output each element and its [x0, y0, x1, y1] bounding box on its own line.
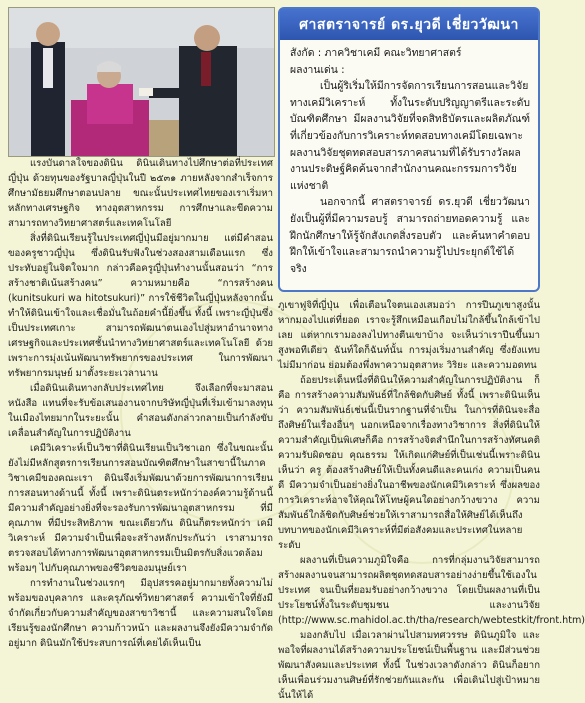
left-paragraph-2: เมื่อดินินเดินทางกลับประเทศไทย จึงเลือกที่จะมาสอนหนังสือ แทนที่จะรับข้อเสนองานจากบริษัทญี่ปุ่นที่เริ่มเข้ามาลงทุนในเมืองไทยมากในระยะนั้น คำสอนดังกล่าวกลายเป็นกำลังขับเคลื่อนสำคัญในการปฏิบัติงาน — [8, 383, 273, 439]
right-paragraph-3-text: ผลงานที่เป็นความภูมิใจคือ การที่กลุ่มงานวิจัยสามารถสร้างผลงานจนสามารถผลิตชุดทดสอบสารอย่างง่ายขึ้นใช้เองในประเทศ จนเป็นที่ยอมรับอย่างกว้างขวาง โดยเป็นผลงานที่เป็นประโยชน์ทั้งในระดับชุมชน และงานวิจัย — [278, 555, 540, 611]
ceremony-photo — [8, 7, 275, 157]
ceremony-photo-illustration — [9, 8, 274, 156]
webtestkit-link[interactable]: (http://www.sc.mahidol.ac.th/tha/research/webtestkit/front.htm) — [278, 615, 585, 626]
profile-details — [280, 40, 538, 277]
right-column — [278, 298, 585, 703]
left-paragraph-3: เคมีวิเคราะห์เป็นวิชาที่ดินินเรียนเป็นวิชาเอก ซึ่งในขณะนั้นยังไม่มีหลักสูตรการเรียนการสอนบัณฑิตศึกษาในสาขานี้ในภาควิชาเคมีของคณะเรา ดินินจึงเริ่มพัฒนาด้วยการพัฒนาการเรียนการสอนทางด้านนี้ ทั้งนี้ เพราะดินินตระหนักว่าองค์ความรู้ด้านนี้ มีความสำคัญอย่างยิ่งที่จะรองรับการพัฒนาอุตสาหกรรม ที่มีคุณภาพ ที่มีประสิทธิภาพ ขณะเดียวกัน ดินินก็ตระหนักว่า เคมีวิเคราะห์ มีความจำเป็นเพื่อจะสร้างหลักประกันว่า เราสามารถตรวจสอบได้ทางการพัฒนาอุตสาหกรรมเป็นมิตรกับสิ่งแวดล้อม พร้อมๆ ไปกับคุณภาพของชีวิตของมนุษย์เรา — [8, 443, 273, 574]
right-paragraph-4: มองกลับไป เมื่อเวลาผ่านไปสามทศวรรษ ดินินภูมิใจ และพอใจที่ผลงานได้สร้างความประโยชน์เป็นพื้นฐาน และมีส่วนช่วยพัฒนาสังคมและประเทศ ทั้งนี้ ในช่วงเวลาดังกล่าว ดินินก็อยากเห็นเพื่อนร่วมงานศิษย์ที่รักช่วยกันและกัน เพื่อเดินไปสู่เป้าหมายนั้นให้ได้ — [278, 630, 540, 701]
left-paragraph-4: การทำงานในช่วงแรกๆ มีอุปสรรคอยู่มากมายทั้งความไม่พร้อมของบุคลากร และครุภัณฑ์วิทยาศาสตร์ ความเข้าใจที่ยังมีจำกัดเกี่ยวกับความสำคัญของสาขาวิชานี้ และความสนใจโดยเรียนรู้ของนักศึกษา ความก้าวหน้า และผลงานจึงยังมีความจำกัดอยู่มาก ดินินมักใช้ประสบการณ์ที่เคยได้เห็นเป็น — [8, 578, 273, 649]
profile-info-box — [278, 7, 540, 292]
photo-caption-paragraph: แรงบันดาลใจของดินิน ดินินเดินทางไปศึกษาต่อที่ประเทศญี่ปุ่น ด้วยทุนของรัฐบาลญี่ปุ่นในปี ๒๕๓๑ ภายหลังจากสำเร็จการศึกษามัธยมศึกษาตอนปลาย ขณะนั้นประเทศไทยของเราเริ่มหาหลักทางเศรษฐกิจ ทางอุตสาหกรรม การศึกษาและขีดความสามารถทางวิทยาศาสตร์และเทคโนโลยี — [8, 158, 273, 229]
left-column — [8, 156, 273, 651]
profile-title: ศาสตราจารย์ ดร.ยุวดี เชี่ยววัฒนา — [280, 9, 538, 40]
right-paragraph-3 — [278, 553, 585, 628]
achievement-text: เป็นผู้ริเริ่มให้มีการจัดการเรียนการสอนและวิจัยทางเคมีวิเคราะห์ ทั้งในระดับปริญญาตรีและระดับบัณฑิตศึกษา มีผลงานวิจัยที่จดสิทธิบัตรและผลิตภัณฑ์ที่เกี่ยวข้องกับการวิเคราะห์ทดสอบทางเคมีโดยเฉพาะ ผลงานวิจัยชุดทดสอบสารภาคสนามที่ได้รับรางวัลผลงานประดิษฐ์คิดค้นจากสำนักงานคณะกรรมการวิจัยแห่งชาติ — [290, 80, 530, 192]
right-paragraph-2: ถ้อยประเด็นหนึ่งที่ดินินให้ความสำคัญในการปฏิบัติงาน ก็คือ การสร้างความสัมพันธ์ที่ใกล้ชิดกับศิษย์ ทั้งนี้ เพราะดินินเห็นว่า ความสัมพันธ์เช่นนี้เป็นรากฐานที่จำเป็น ในการที่ดินินจะสื่อถึงศิษย์ในเรื่องอื่นๆ นอกเหนือจากเรื่องทางวิชาการ สิ่งที่ดินินให้ความสำคัญเป็นพิเศษก็คือ การสร้างจิตสำนึกในการสร้างทัศนคติความรับผิดชอบ คุณธรรม ให้เกิดแก่ศิษย์ที่เป็นเช่นนี้เพราะดินินเห็นว่า ครู ต้องสร้างศิษย์ให้เป็นทั้งคนดีและคนเก่ง ความเป็นคนดี มีความจำเป็นอย่างยิ่งในอาชีพของนักเคมีวิเคราะห์ ซึ่งผลของการวิเคราะห์อาจให้คุณให้โทษผู้คนใดอย่างกว้างขวาง ความสัมพันธ์ใกล้ชิดกับศิษย์ช่วยให้เราสามารถสื่อให้ศิษย์ได้เห็นถึงบทบาทของนักเคมีวิเคราะห์ที่มีต่อสังคมและประเทศในหลายระดับ — [278, 375, 540, 551]
left-paragraph-1: สิ่งที่ดินินเรียนรู้ในประเทศญี่ปุ่นมีอยู่มากมาย แต่มีคำสอนของครูชาวญี่ปุ่น ซึ่งดินินรับฟังในช่วงสองสามเดือนแรก ซึ่งประทับอยู่ในจิตใจมาก กล่าวคือครูญี่ปุ่นทำงานนั้นสอนว่า “การสร้างชาติเน้นสร้างคน” ความหมายคือ “การสร้างคน (kunitsukuri wa hitotsukuri)” การใช้ชีวิตในญี่ปุ่นหลังจากนั้น ทำให้ดินินเข้าใจและเชื่อมั่นในถ้อยคำนี้ยิ่งขึ้น ทั้งนี้ เพราะญี่ปุ่นซึ่งเป็นประเทศเกาะ สามารถพัฒนาตนเองไปสู่มหาอำนาจทางเศรษฐกิจและประเทศชั้นนำทางวิทยาศาสตร์และเทคโนโลยี ด้วยเพราะการมุ่งเน้นพัฒนาทรัพยากรของประเทศ ในการพัฒนาทรัพยากรมนุษย์ มาตั้งระยะเวลานาน — [8, 233, 273, 379]
extra-text: นอกจากนี้ ศาสตราจารย์ ดร.ยุวดี เชี่ยววัฒนา ยังเป็นผู้ที่มีความรอบรู้ สามารถถ่ายทอดความรู้ และฝึกนักศึกษาให้รู้จักสังเกตสิ่งรอบตัว และค้นหาคำตอบ ฝึกให้เข้าใจและสามารถนำความรู้ไปประยุกต์ใช้ได้จริง — [290, 196, 530, 275]
affiliation: สังกัด : ภาควิชาเคมี คณะวิทยาศาสตร์ — [290, 47, 462, 59]
right-paragraph-1: ภูเขาฟูจิที่ญี่ปุ่น เพื่อเตือนใจตนเองเสมอว่า การปีนภูเขาสูงนั้นหากมองไปแต่ที่ยอด เราจะรู้สึกเหมือนเกือบไม่ใกล้ขึ้นใกล้เข้าไปเลย แต่หากเรามองลงไปทางตีนเขาบ้าง จะเห็นว่าเราปีนขึ้นมาสูงพอทีเดียว ฉันท์ใดก็ฉันท์นั้น การมุ่งเริ่มงานสำคัญ ซึ่งยังแทบไม่มีมาก่อน ย่อมต้องพึ่งพาความอุตสาหะ วิริยะ และความอดทน — [278, 300, 540, 371]
achievement-label: ผลงานเด่น : — [290, 63, 345, 76]
